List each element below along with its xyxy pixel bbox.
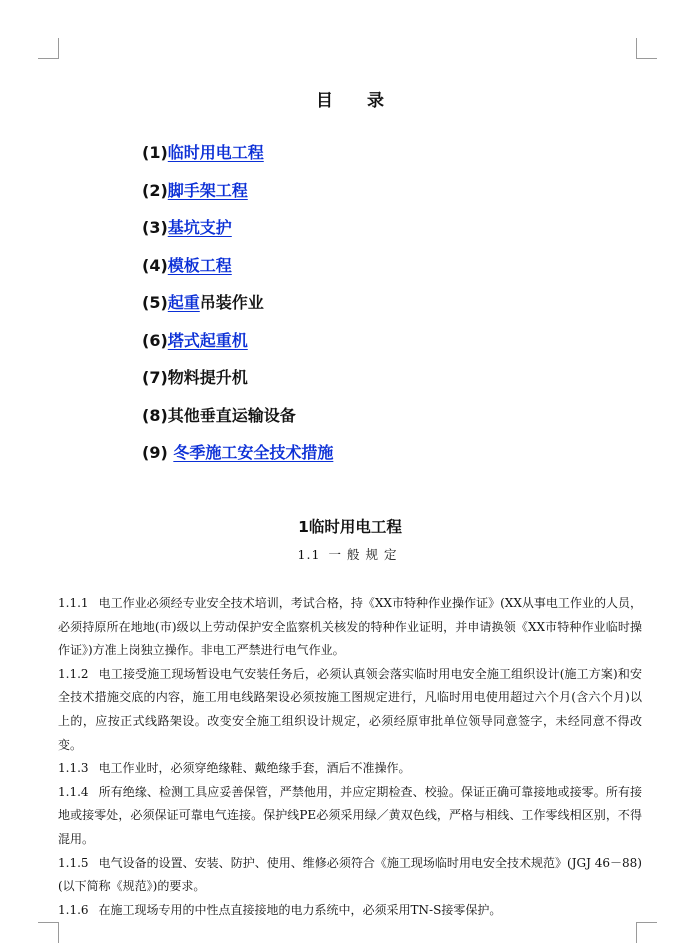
clause-number: 1.1.1 (58, 596, 89, 610)
toc-item-link[interactable]: 脚手架工程 (167, 180, 248, 200)
subsection-text: 一般规定 (328, 547, 403, 562)
toc-item-link[interactable]: 起重 (167, 293, 200, 312)
clause-paragraph (58, 663, 642, 757)
toc-item-number: (2) (142, 180, 168, 200)
toc-item-number: (3) (142, 218, 168, 237)
toc-item[interactable] (142, 330, 333, 368)
clause-paragraph (58, 899, 642, 923)
page-corner-mark (636, 38, 657, 59)
toc-item[interactable] (142, 442, 333, 480)
toc-item-link[interactable]: 塔式起重机 (167, 330, 248, 350)
toc-item[interactable] (142, 217, 333, 255)
subsection-number: 1.1 (297, 547, 321, 562)
clause-number: 1.1.6 (58, 902, 89, 917)
toc-item-number: (4) (142, 255, 168, 275)
toc-item-number: (1) (142, 143, 168, 162)
clause-text: 电工作业必须经专业安全技术培训，考试合格，持《XX市特种作业操作证》(XX从事电工作业的人员，必须持原所在地地(市)级以上劳动保护安全监察机关核发的特种作业证明，并申请换领《XX市特种作业临时操作证》)方准上岗独立操作。非电工严禁进行电气作业。 (58, 596, 642, 658)
page-corner-mark (38, 38, 59, 59)
toc-item (142, 367, 333, 405)
clause-paragraph (58, 592, 642, 663)
clause-number: 1.1.3 (58, 761, 89, 776)
body-text (58, 592, 642, 922)
toc-item-number: (6) (142, 330, 168, 350)
clause-text: 电工作业时，必须穿绝缘鞋、戴绝缘手套，酒后不准操作。 (98, 761, 411, 776)
toc-item (142, 405, 333, 443)
clause-text: 所有绝缘、检测工具应妥善保管，严禁他用，并应定期检查、校验。保证正确可靠接地或接零。所有接地或接零处，必须保证可靠电气连接。保护线PE必须采用绿／黄双色线，严格与相线、工作零线相区别，不得混用。 (58, 784, 642, 846)
toc-item-text: 吊装作业 (199, 293, 264, 312)
toc-title: 目 录 (316, 91, 398, 111)
table-of-contents (142, 142, 333, 480)
section-title: 1临时用电工程 (298, 518, 402, 536)
clause-paragraph (58, 852, 642, 899)
toc-item-number: (7) (142, 368, 168, 387)
subsection-title (0, 545, 700, 563)
clause-text: 在施工现场专用的中性点直接接地的电力系统中，必须采用TN-S接零保护。 (98, 902, 502, 917)
toc-item-link[interactable]: 模板工程 (167, 255, 232, 275)
toc-item-link[interactable]: 基坑支护 (167, 218, 232, 237)
toc-item[interactable] (142, 255, 333, 293)
toc-item[interactable] (142, 142, 333, 180)
toc-item-number: (5) (142, 293, 168, 312)
clause-number: 1.1.2 (58, 666, 89, 681)
clause-paragraph (58, 757, 642, 781)
clause-paragraph (58, 781, 642, 852)
toc-item[interactable] (142, 180, 333, 218)
toc-item[interactable] (142, 292, 333, 330)
toc-item-number: (9) (142, 443, 174, 462)
toc-item-number: (8) (142, 405, 168, 425)
clause-number: 1.1.4 (58, 784, 89, 799)
clause-text: 电工接受施工现场暂设电气安装任务后，必须认真领会落实临时用电安全施工组织设计(施工方案)和安全技术措施交底的内容，施工用电线路架设必须按施工图规定进行，凡临时用电使用超过六个月(含六个月)以上的，应按正式线路架设。改变安全施工组织设计规定，必须经原审批单位领导同意签字，未经同意不得改变。 (58, 666, 642, 752)
clause-number: 1.1.5 (58, 855, 89, 870)
toc-item-text: 其他垂直运输设备 (167, 405, 296, 425)
toc-item-link[interactable]: 冬季施工安全技术措施 (173, 443, 334, 462)
toc-item-text: 物料提升机 (167, 368, 248, 387)
toc-item-link[interactable]: 临时用电工程 (167, 143, 264, 162)
clause-text: 电气设备的设置、安装、防护、使用、维修必须符合《施工现场临时用电安全技术规范》(JGJ 46－88)(以下简称《规范》)的要求。 (58, 855, 642, 894)
